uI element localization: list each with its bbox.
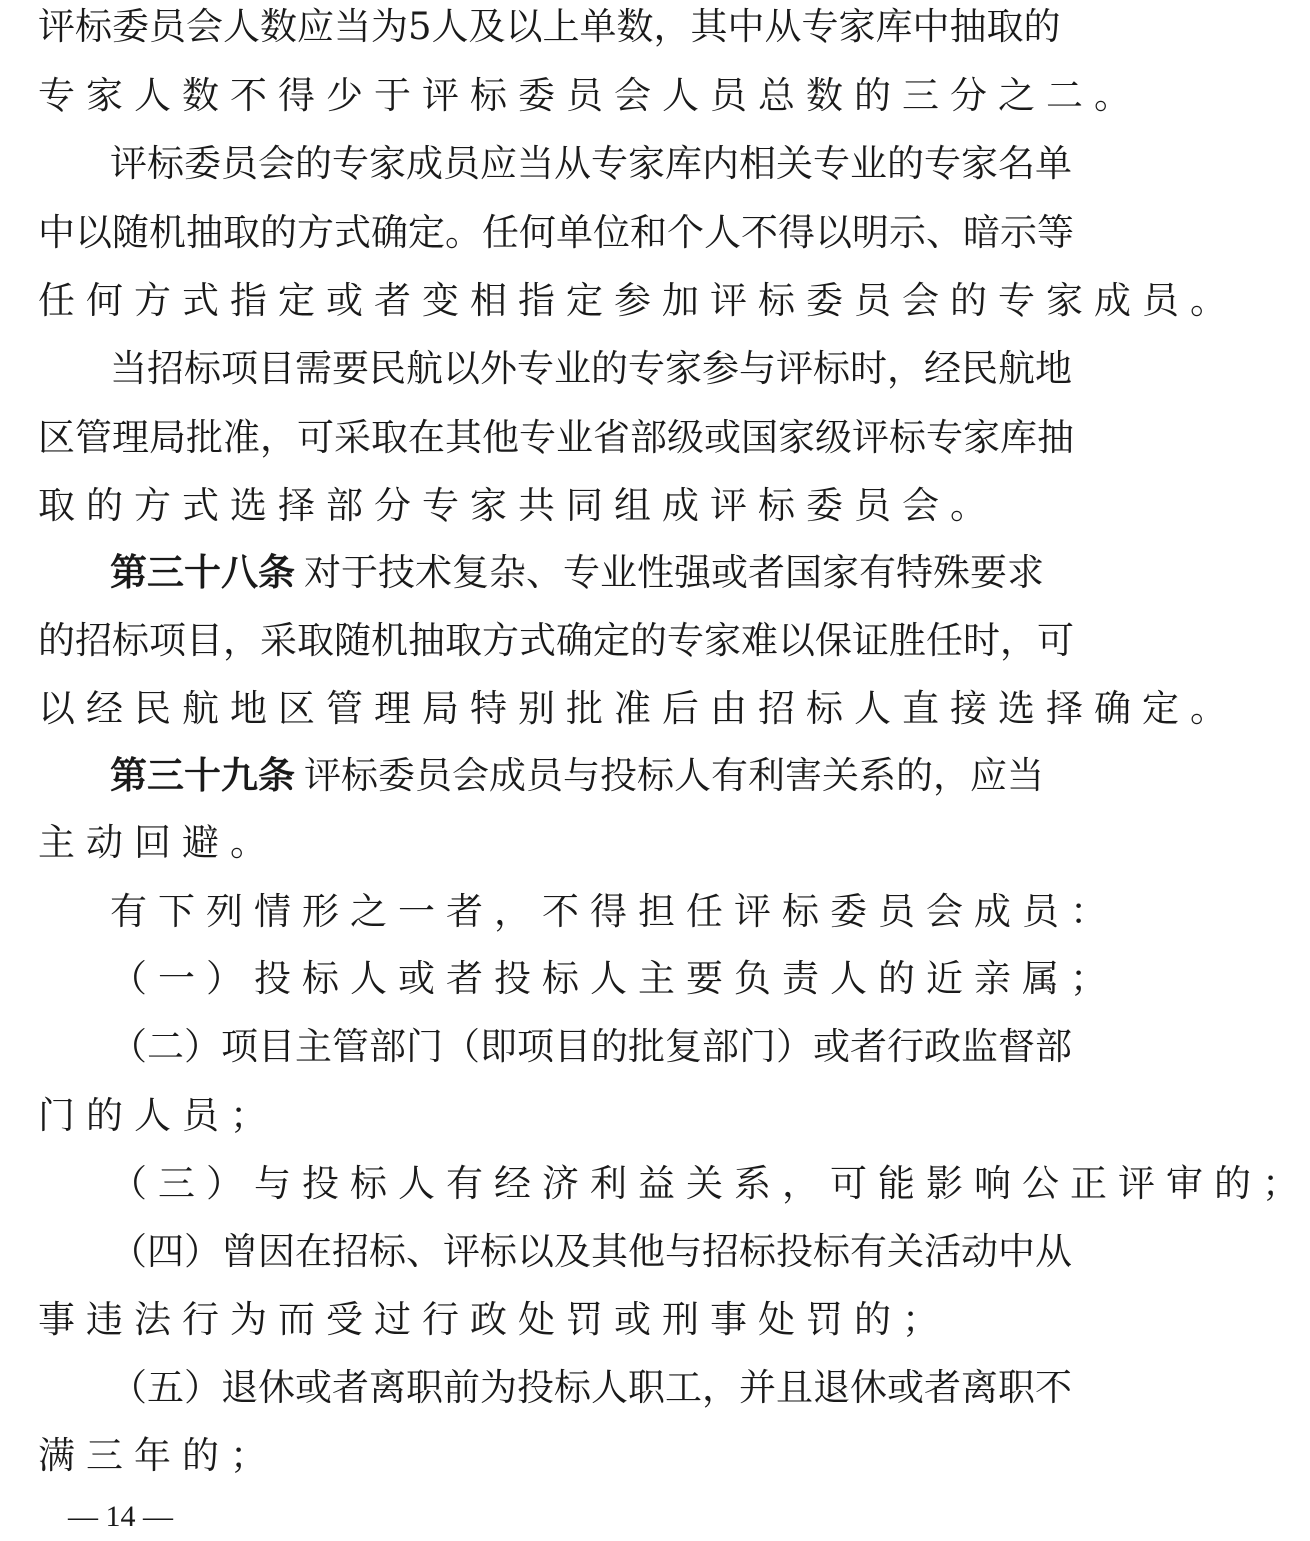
text-line: 门的人员； xyxy=(38,1094,278,1137)
text-line: 任何方式指定或者变相指定参加评标委员会的专家成员。 xyxy=(38,279,1238,322)
text-line: 当 招 标 项 目 需 要 民 航 以 外 专 业 的 专 家 参 与 评 标 时 ， 经 民 航 地 xyxy=(110,347,1072,390)
text-line: 中 以 随 机 抽 取 的 方 式 确 定 。 任 何 单 位 和 个 人 不 得 以 明 示 、 暗 示 等 xyxy=(38,211,1074,254)
list-item-4: （ 四 ） 曾 因 在 招 标 、 评 标 以 及 其 他 与 招 标 投 标 有 关 活 动 中 从 xyxy=(110,1230,1072,1273)
text-line: 评 标 委 员 会 的 专 家 成 员 应 当 从 专 家 库 内 相 关 专 业 的 专 家 名 单 xyxy=(110,142,1072,185)
text-line: 区 管 理 局 批 准 ， 可 采 取 在 其 他 专 业 省 部 级 或 国 家 级 评 标 专 家 库 抽 xyxy=(38,416,1074,459)
text-line: 有下列情形之一者，不得担任评标委员会成员： xyxy=(110,890,1118,933)
text-line: 以经民航地区管理局特别批准后由招标人直接选择确定。 xyxy=(38,687,1238,730)
page-number: — 14 — xyxy=(68,1500,173,1533)
list-item-2: （ 二 ） 项 目 主 管 部 门 （ 即 项 目 的 批 复 部 门 ） 或 者 行 政 监 督 部 xyxy=(110,1025,1072,1068)
text-line: 专家人数不得少于评标委员会人员总数的三分之二。 xyxy=(38,74,1142,117)
list-item-1: （一）投标人或者投标人主要负责人的近亲属； xyxy=(110,957,1118,1000)
text-line: 事违法行为而受过行政处罚或刑事处罚的； xyxy=(38,1298,950,1341)
text-line: 主动回避。 xyxy=(38,821,278,864)
text-line: 的 招 标 项 目 ， 采 取 随 机 抽 取 方 式 确 定 的 专 家 难 以 保 证 胜 任 时 ， 可 xyxy=(38,619,1074,662)
text-line: 满三年的； xyxy=(38,1434,278,1477)
text-line: 取的方式选择部分专家共同组成评标委员会。 xyxy=(38,484,998,527)
article-38-line: 第 三 十 八 条 对 于 技 术 复 杂 、 专 业 性 强 或 者 国 家 有 特 殊 要 求 xyxy=(110,551,1044,594)
list-item-3: （三）与投标人有经济利益关系，可能影响公正评审的； xyxy=(110,1162,1310,1205)
text-line: 评 标 委 员 会 人 数 应 当 为 5 人 及 以 上 单 数 ， 其 中 从 专 家 库 中 抽 取 的 xyxy=(38,5,1061,48)
list-item-5: （ 五 ） 退 休 或 者 离 职 前 为 投 标 人 职 工 ， 并 且 退 休 或 者 离 职 不 xyxy=(110,1366,1072,1409)
article-39-line: 第 三 十 九 条 评 标 委 员 会 成 员 与 投 标 人 有 利 害 关 系 的 ， 应 当 xyxy=(110,754,1044,797)
